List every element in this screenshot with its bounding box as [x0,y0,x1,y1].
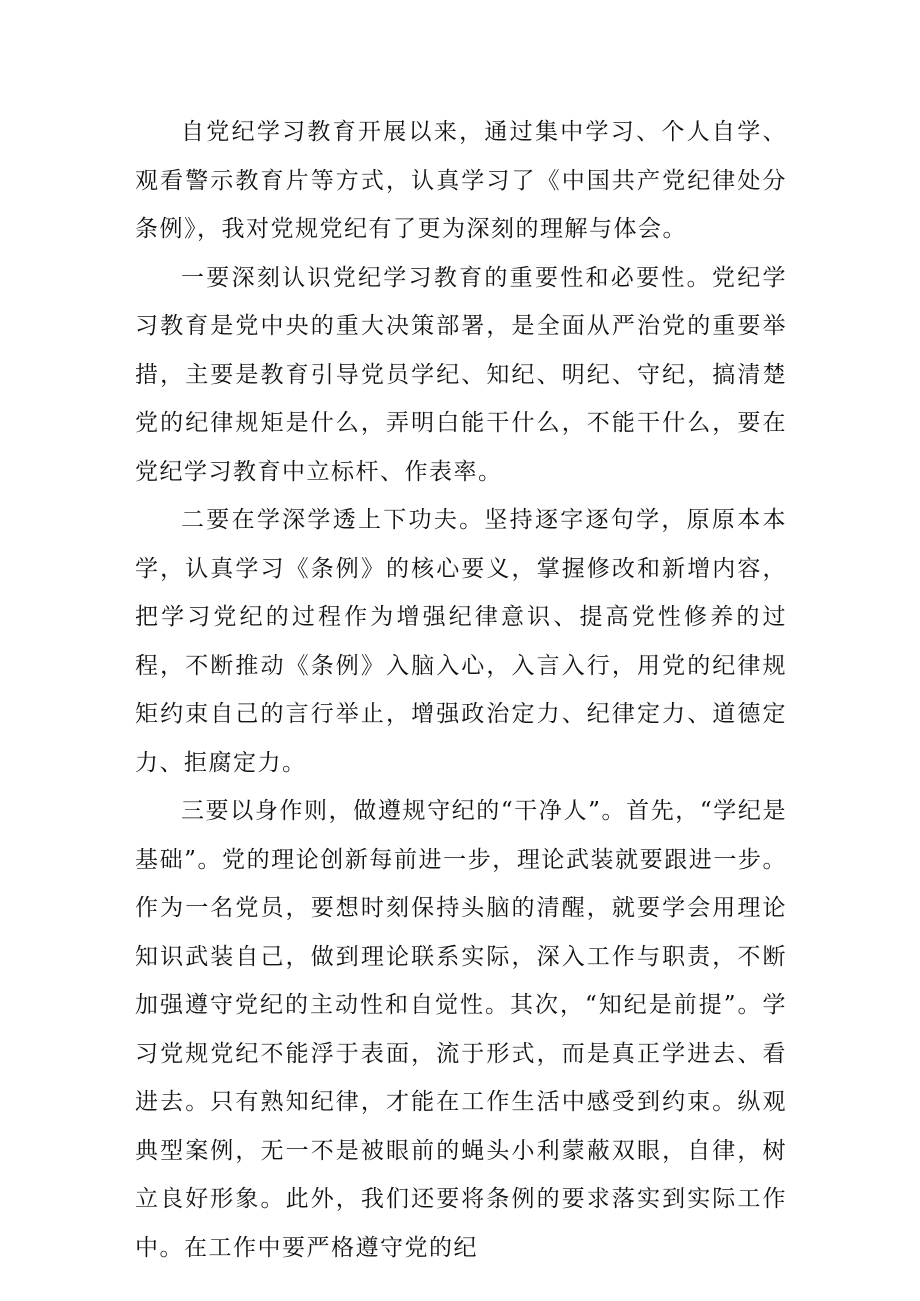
paragraph-intro: 自党纪学习教育开展以来，通过集中学习、个人自学、观看警示教育片等方式，认真学习了《中国共产党纪律处分条例》，我对党规党纪有了更为深刻的理解与体会。 [135,119,787,242]
paragraph-point-one: 一要深刻认识党纪学习教育的重要性和必要性。党纪学习教育是党中央的重大决策部署，是全面从严治党的重要举措，主要是教育引导党员学纪、知纪、明纪、守纪，搞清楚党的纪律规矩是什么，弄明白能干什么，不能干什么，要在党纪学习教育中立标杆、作表率。 [135,264,787,485]
document-body [135,108,787,1272]
paragraph-point-three: 三要以身作则，做遵规守纪的“干净人”。首先，“学纪是基础”。党的理论创新每前进一步，理论武装就要跟进一步。作为一名党员，要想时刻保持头脑的清醒，就要学会用理论知识武装自己，做到理论联系实际，深入工作与职责，不断加强遵守党纪的主动性和自觉性。其次，“知纪是前提”。学习党规党纪不能浮于表面，流于形式，而是真正学进去、看进去。只有熟知纪律，才能在工作生活中感受到约束。纵观典型案例，无一不是被眼前的蝇头小利蒙蔽双眼，自律，树立良好形象。此外，我们还要将条例的要求落实到实际工作中。在工作中要严格遵守党的纪 [135,798,787,1261]
paragraph-point-two: 二要在学深学透上下功夫。坚持逐字逐句学，原原本本学，认真学习《条例》的核心要义，掌握修改和新增内容，把学习党纪的过程作为增强纪律意识、提高党性修养的过程，不断推动《条例》入脑入心，入言入行，用党的纪律规矩约束自己的言行举止，增强政治定力、纪律定力、道德定力、拒腐定力。 [135,507,787,776]
